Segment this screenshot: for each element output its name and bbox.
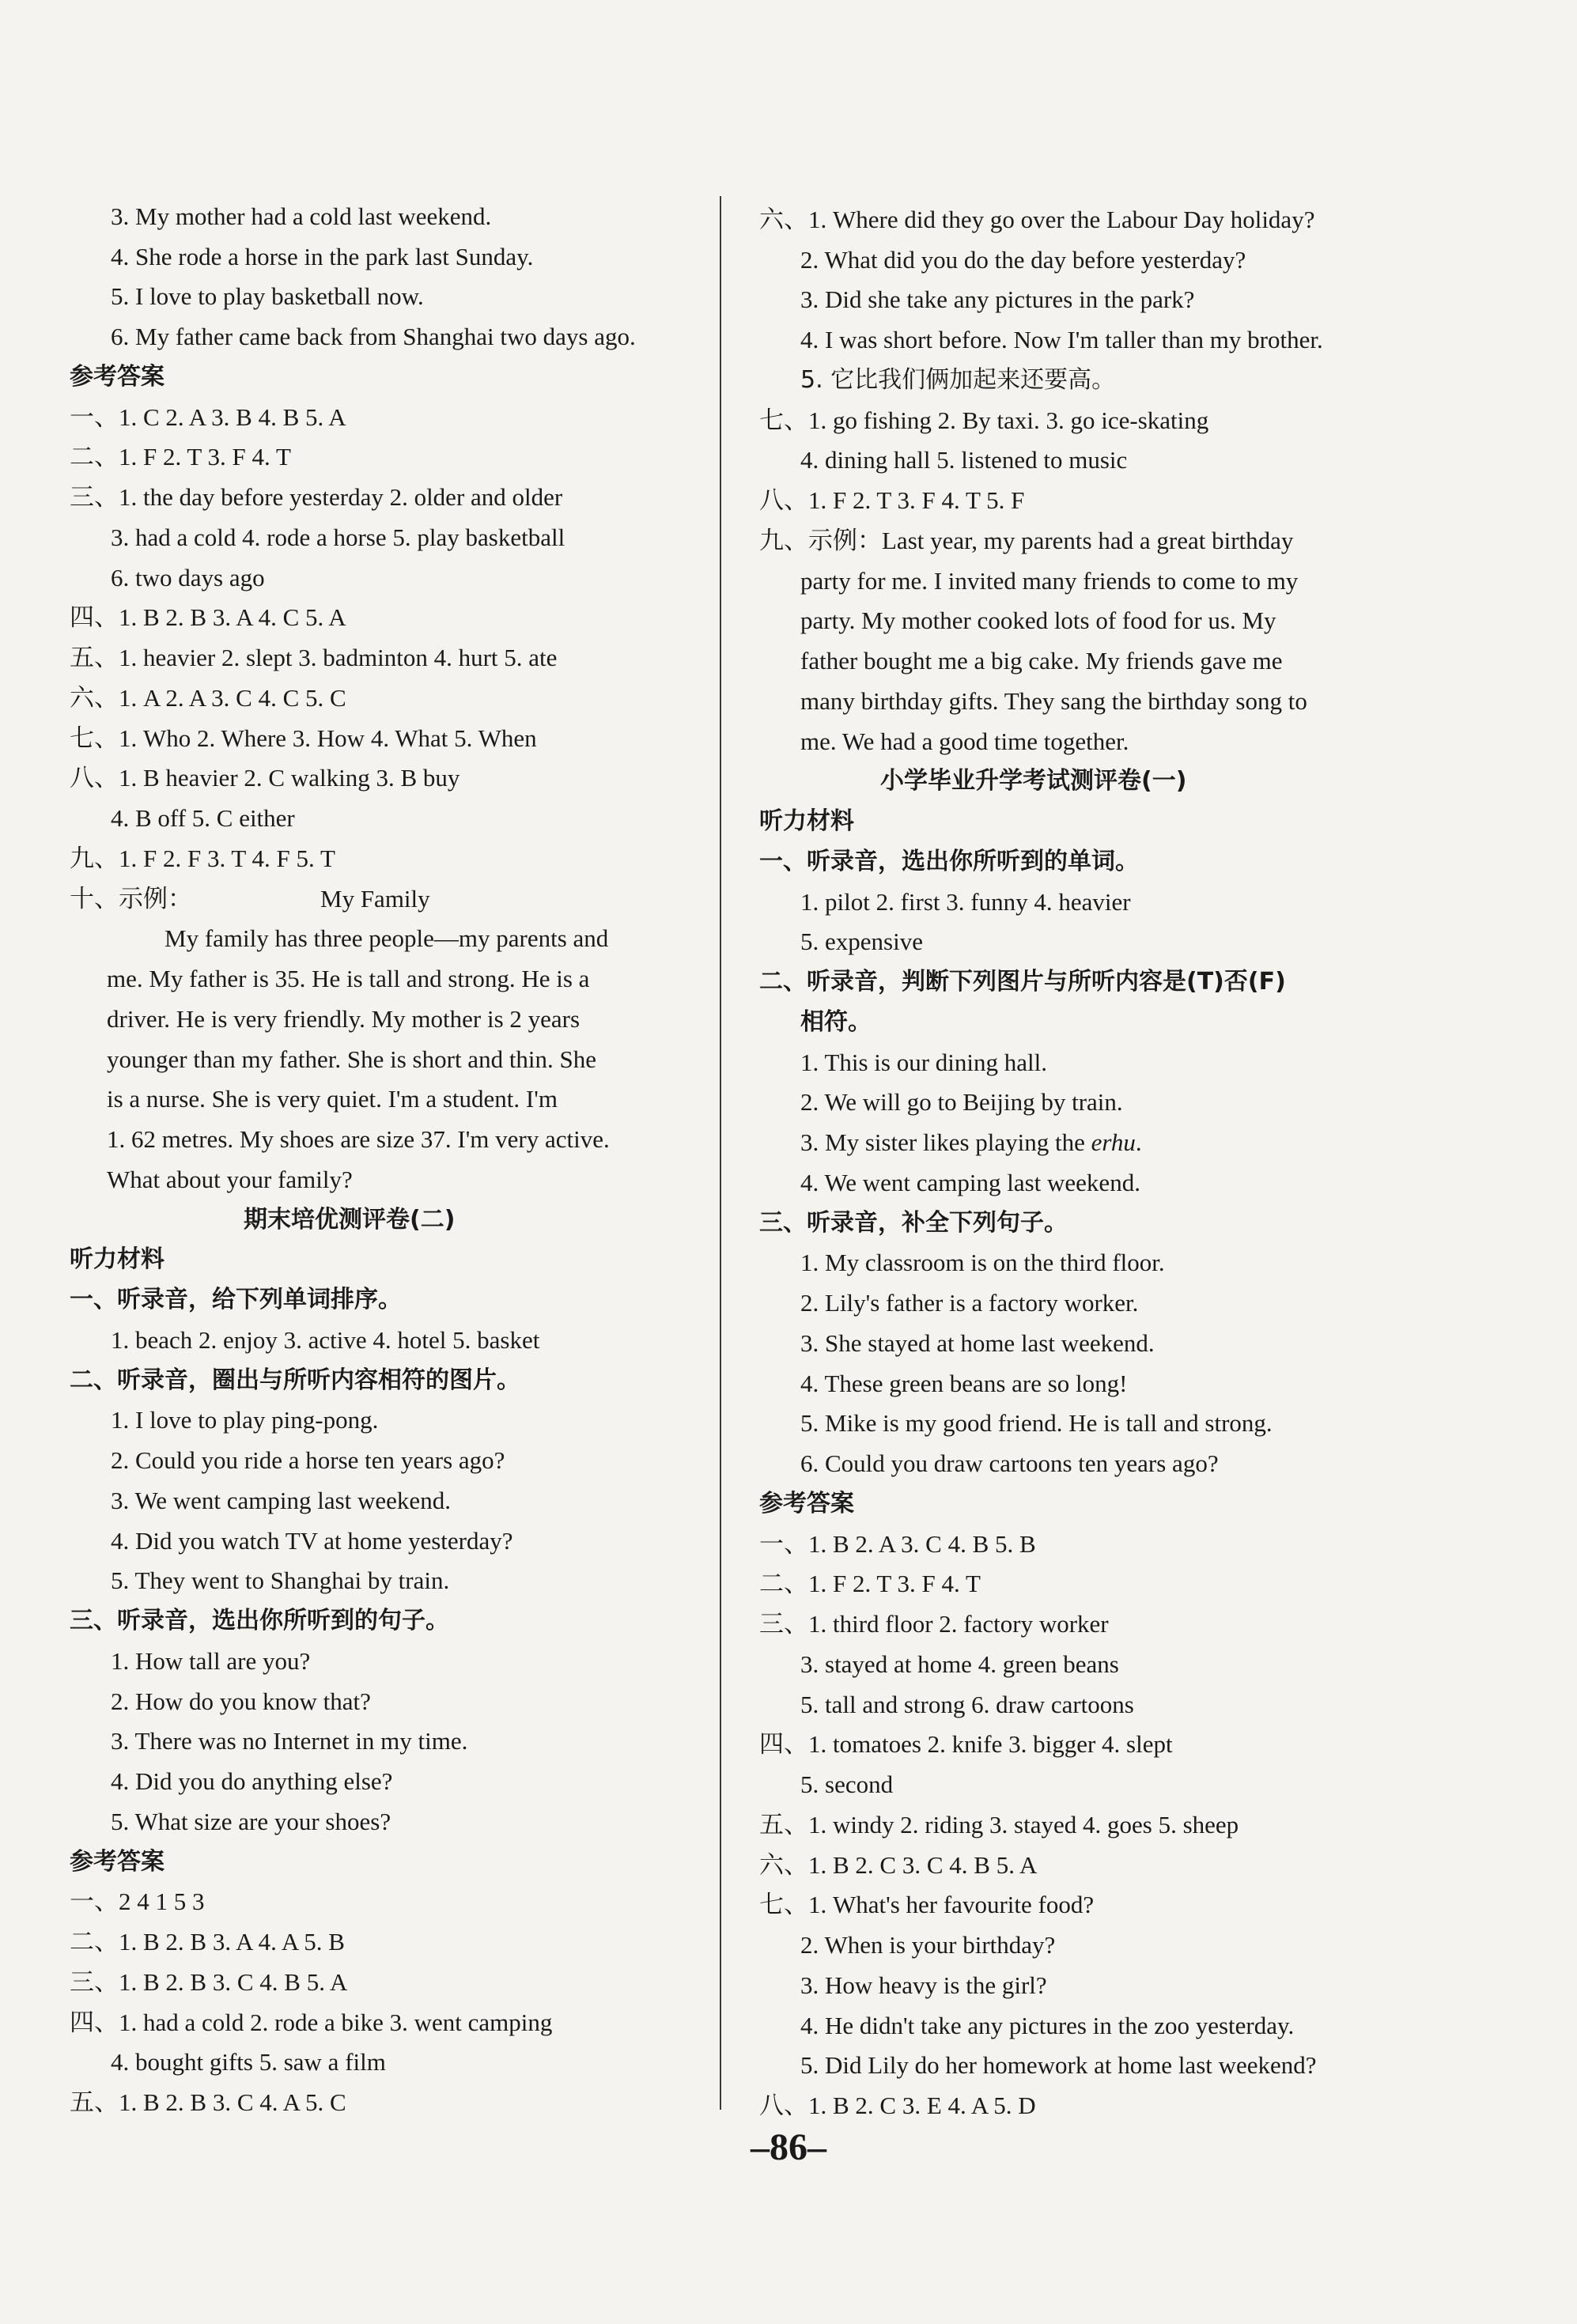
answer-line: 四、1. had a cold 2. rode a bike 3. went camping bbox=[70, 2008, 553, 2036]
answer-line: 一、1. C 2. A 3. B 4. B 5. A bbox=[70, 403, 346, 431]
answer-line: 六、1. A 2. A 3. C 4. C 5. C bbox=[70, 684, 346, 712]
test-title: 期末培优测评卷(二) bbox=[244, 1206, 456, 1234]
question-heading: 一、听录音，选出你所听到的单词。 bbox=[759, 848, 1139, 875]
text-line: 2. We will go to Beijing by train. bbox=[800, 1088, 1123, 1116]
text-line: 1. pilot 2. first 3. funny 4. heavier bbox=[800, 888, 1131, 916]
answer-line: 5. 它比我们俩加起来还要高。 bbox=[800, 366, 1116, 394]
section-heading: 参考答案 bbox=[759, 1490, 854, 1517]
text-line: 3. She stayed at home last weekend. bbox=[800, 1329, 1155, 1357]
answer-line: 三、1. B 2. B 3. C 4. B 5. A bbox=[70, 1968, 348, 1996]
essay-line: many birthday gifts. They sang the birthday song to bbox=[800, 687, 1307, 715]
essay-line: driver. He is very friendly. My mother is 2 years bbox=[107, 1005, 581, 1033]
text-line: 1. My classroom is on the third floor. bbox=[800, 1249, 1165, 1276]
text-line: 4. These green beans are so long! bbox=[800, 1370, 1128, 1397]
text-line: 6. Could you draw cartoons ten years ago? bbox=[800, 1449, 1219, 1477]
text-line: 3. My mother had a cold last weekend. bbox=[111, 202, 492, 230]
italic-word: erhu bbox=[1091, 1128, 1136, 1156]
test-title: 小学毕业升学考试测评卷(一) bbox=[880, 767, 1187, 795]
text-line: 4. She rode a horse in the park last Sunday. bbox=[111, 243, 534, 270]
answer-line: 3. stayed at home 4. green beans bbox=[800, 1650, 1119, 1678]
answer-line: 六、1. Where did they go over the Labour Day holiday? bbox=[759, 206, 1315, 233]
answer-line: 4. I was short before. Now I'm taller than my brother. bbox=[800, 326, 1323, 353]
answer-line: 四、1. B 2. B 3. A 4. C 5. A bbox=[70, 603, 346, 631]
answer-line: 八、1. B heavier 2. C walking 3. B buy bbox=[70, 764, 460, 792]
essay-line: 九、示例：Last year, my parents had a great birthday bbox=[759, 527, 1294, 554]
text-line: 2. How do you know that? bbox=[111, 1687, 371, 1715]
text-span: . bbox=[1135, 1128, 1142, 1156]
answer-line: 2. What did you do the day before yesterday? bbox=[800, 246, 1246, 274]
answer-line: 五、1. heavier 2. slept 3. badminton 4. hurt 5. ate bbox=[70, 644, 558, 671]
text-line: 5. They went to Shanghai by train. bbox=[111, 1566, 450, 1594]
text-line: 1. This is our dining hall. bbox=[800, 1049, 1048, 1076]
essay-line: is a nurse. She is very quiet. I'm a student. I'm bbox=[107, 1085, 558, 1113]
answer-line: 四、1. tomatoes 2. knife 3. bigger 4. slept bbox=[759, 1730, 1173, 1758]
text-line: 6. My father came back from Shanghai two days ago. bbox=[111, 323, 636, 350]
answer-line: 八、1. B 2. C 3. E 4. A 5. D bbox=[759, 2092, 1036, 2119]
section-heading: 听力材料 bbox=[759, 807, 854, 835]
essay-line: What about your family? bbox=[107, 1166, 353, 1193]
text-line: 1. How tall are you? bbox=[111, 1647, 311, 1675]
answer-line: 6. two days ago bbox=[111, 564, 265, 591]
text-line: 4. Did you do anything else? bbox=[111, 1767, 393, 1795]
essay-line: father bought me a big cake. My friends gave me bbox=[800, 647, 1283, 675]
essay-line: My family has three people—my parents and bbox=[165, 924, 609, 952]
text-line: 3. There was no Internet in my time. bbox=[111, 1727, 468, 1755]
answer-line: 九、1. F 2. F 3. T 4. F 5. T bbox=[70, 845, 335, 872]
answer-line: 3. How heavy is the girl? bbox=[800, 1971, 1047, 1999]
answer-line: 5. tall and strong 6. draw cartoons bbox=[800, 1691, 1134, 1718]
section-heading: 听力材料 bbox=[70, 1245, 165, 1273]
text-line: 4. Did you watch TV at home yesterday? bbox=[111, 1527, 513, 1555]
text-line: 3. We went camping last weekend. bbox=[111, 1487, 451, 1514]
essay-line: 1. 62 metres. My shoes are size 37. I'm very active. bbox=[107, 1125, 610, 1153]
answer-line: 八、1. F 2. T 3. F 4. T 5. F bbox=[759, 486, 1025, 514]
essay-line: party. My mother cooked lots of food for us. My bbox=[800, 607, 1276, 634]
text-line: 5. expensive bbox=[800, 928, 923, 955]
answer-line: 5. second bbox=[800, 1770, 894, 1798]
answer-line: 六、1. B 2. C 3. C 4. B 5. A bbox=[759, 1851, 1038, 1879]
essay-line: party for me. I invited many friends to come to my bbox=[800, 567, 1299, 595]
answer-line: 4. He didn't take any pictures in the zoo yesterday. bbox=[800, 2012, 1295, 2039]
answer-line: 4. dining hall 5. listened to music bbox=[800, 446, 1128, 474]
column-divider bbox=[720, 196, 721, 2110]
question-heading: 二、听录音，圈出与所听内容相符的图片。 bbox=[70, 1366, 520, 1394]
answer-line: 二、1. F 2. T 3. F 4. T bbox=[70, 443, 291, 470]
text-line: 2. Could you ride a horse ten years ago? bbox=[111, 1446, 505, 1474]
answer-line: 五、1. B 2. B 3. C 4. A 5. C bbox=[70, 2088, 346, 2116]
answer-line: 4. bought gifts 5. saw a film bbox=[111, 2048, 386, 2076]
text-line: 4. We went camping last weekend. bbox=[800, 1169, 1140, 1196]
question-heading: 一、听录音，给下列单词排序。 bbox=[70, 1286, 402, 1313]
answer-line: 4. B off 5. C either bbox=[111, 804, 295, 832]
question-heading: 三、听录音，选出你所听到的句子。 bbox=[70, 1607, 449, 1634]
section-heading: 参考答案 bbox=[70, 363, 165, 391]
essay-line: me. My father is 35. He is tall and strong. He is a bbox=[107, 965, 590, 992]
text-line: 1. beach 2. enjoy 3. active 4. hotel 5. basket bbox=[111, 1326, 540, 1354]
text-line: 5. I love to play basketball now. bbox=[111, 282, 424, 310]
text-span: 3. My sister likes playing the bbox=[800, 1128, 1091, 1156]
answer-line: 5. Did Lily do her homework at home last weekend? bbox=[800, 2051, 1317, 2079]
answer-line: 一、2 4 1 5 3 bbox=[70, 1888, 205, 1915]
answer-line: 3. had a cold 4. rode a horse 5. play basketball bbox=[111, 523, 565, 551]
essay-title: My Family bbox=[320, 885, 430, 913]
answer-line: 二、1. F 2. T 3. F 4. T bbox=[759, 1570, 981, 1597]
answer-line: 七、1. Who 2. Where 3. How 4. What 5. When bbox=[70, 724, 537, 752]
answer-line: 2. When is your birthday? bbox=[800, 1931, 1056, 1959]
answer-line: 3. Did she take any pictures in the park? bbox=[800, 285, 1195, 313]
answer-line: 一、1. B 2. A 3. C 4. B 5. B bbox=[759, 1530, 1036, 1558]
text-line: 5. Mike is my good friend. He is tall and strong. bbox=[800, 1409, 1273, 1437]
answer-line: 三、1. third floor 2. factory worker bbox=[759, 1610, 1109, 1638]
essay-line: younger than my father. She is short and thin. She bbox=[107, 1045, 597, 1073]
question-heading: 二、听录音，判断下列图片与所听内容是(T)否(F) bbox=[759, 968, 1286, 996]
answer-line: 七、1. go fishing 2. By taxi. 3. go ice-skating bbox=[759, 406, 1209, 434]
question-heading: 相符。 bbox=[800, 1008, 872, 1036]
section-heading: 参考答案 bbox=[70, 1848, 165, 1876]
answer-line: 五、1. windy 2. riding 3. stayed 4. goes 5. sheep bbox=[759, 1811, 1239, 1838]
essay-line: me. We had a good time together. bbox=[800, 727, 1129, 755]
answer-line: 十、示例： bbox=[70, 885, 192, 913]
question-heading: 三、听录音，补全下列句子。 bbox=[759, 1209, 1068, 1237]
text-line: 1. I love to play ping-pong. bbox=[111, 1406, 379, 1434]
answer-line: 七、1. What's her favourite food? bbox=[759, 1891, 1095, 1918]
text-line: 2. Lily's father is a factory worker. bbox=[800, 1289, 1139, 1317]
text-line: 5. What size are your shoes? bbox=[111, 1808, 391, 1835]
answer-line: 二、1. B 2. B 3. A 4. A 5. B bbox=[70, 1928, 345, 1956]
answer-line: 三、1. the day before yesterday 2. older and older bbox=[70, 483, 563, 511]
text-line bbox=[800, 1127, 1142, 1158]
page-number: –86– bbox=[751, 2126, 826, 2168]
